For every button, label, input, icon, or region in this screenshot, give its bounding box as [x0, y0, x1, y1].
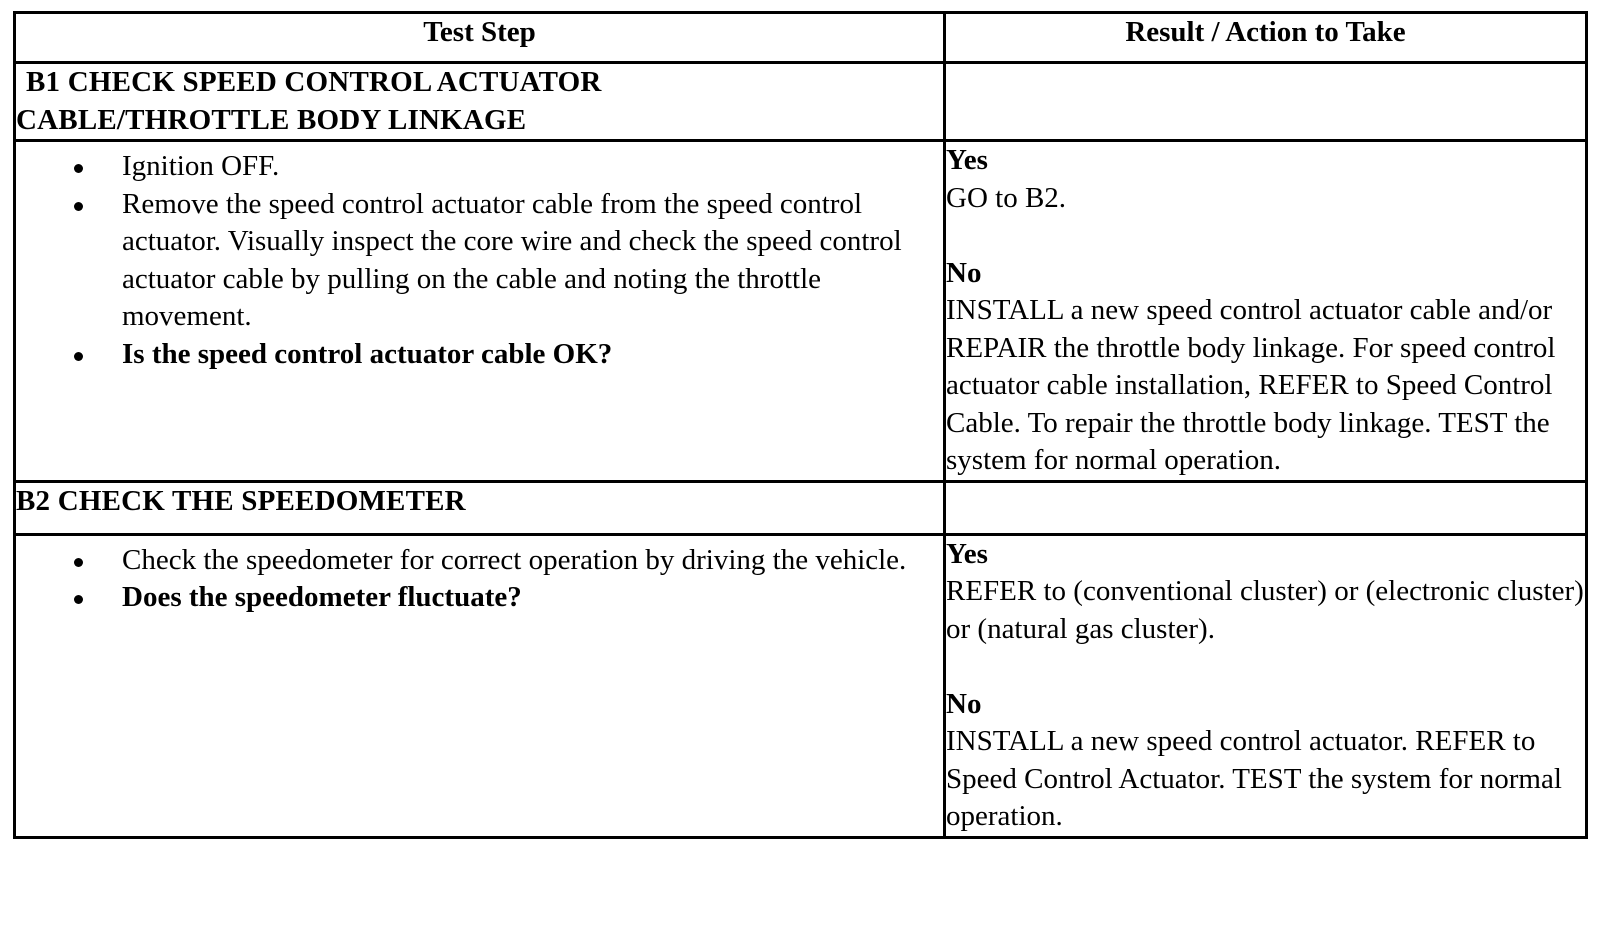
- bullet-text: Check the speedometer for correct operation by driving the vehicle.: [122, 543, 907, 576]
- bullet-list: [16, 536, 943, 623]
- yes-label: Yes: [946, 144, 988, 176]
- list-item: [16, 148, 935, 186]
- yes-label: Yes: [946, 537, 988, 570]
- list-item-question: [16, 579, 935, 617]
- no-action: INSTALL a new speed control actuator cable and/or REPAIR the throttle body linkage. For speed control actuator cable installation, REFER to Speed Control Cable. To repair the throttle body linkage. TEST the system for normal operation.: [946, 294, 1556, 476]
- bullet-icon: [74, 558, 83, 567]
- list-item: [16, 186, 935, 336]
- bullet-text: Ignition OFF.: [122, 150, 280, 182]
- step-title-b2: [15, 481, 945, 534]
- list-item: [16, 542, 935, 580]
- empty-result-cell: [945, 481, 1587, 534]
- header-result-action: Result / Action to Take: [945, 13, 1587, 63]
- bullet-icon: [74, 595, 83, 604]
- empty-result-cell: [945, 63, 1587, 141]
- yes-action: GO to B2.: [946, 181, 1067, 214]
- bullet-icon: [74, 164, 83, 173]
- no-label: No: [946, 687, 982, 720]
- list-item-question: [16, 336, 935, 374]
- step-instructions-b2: [15, 534, 945, 837]
- bullet-text: Remove the speed control actuator cable from the speed control actuator. Visually inspect the core wire and check the speed control actuator cable by pulling on the cable and noting the throttle movement.: [122, 187, 902, 332]
- step-title-row: [15, 63, 1587, 141]
- step-title-line2: CABLE/THROTTLE BODY LINKAGE: [16, 103, 527, 136]
- step-body-row: [15, 534, 1587, 837]
- step-title-line1: B1 CHECK SPEED CONTROL ACTUATOR: [26, 66, 602, 98]
- question-text: Does the speedometer fluctuate?: [122, 581, 522, 613]
- no-action: INSTALL a new speed control actuator. REFER to Speed Control Actuator. TEST the system for normal operation.: [946, 725, 1562, 832]
- step-title-b1: [15, 63, 945, 141]
- result-cell-b1: [945, 141, 1587, 482]
- step-title-row: [15, 481, 1587, 534]
- yes-action: REFER to (conventional cluster) or (electronic cluster) or (natural gas cluster).: [946, 575, 1584, 645]
- bullet-icon: [74, 202, 83, 211]
- bullet-icon: [74, 352, 83, 361]
- header-row: [15, 13, 1587, 63]
- diagnostic-table: [13, 11, 1588, 839]
- step-body-row: [15, 141, 1587, 482]
- header-test-step: Test Step: [15, 13, 945, 63]
- step-instructions-b1: [15, 141, 945, 482]
- question-text: Is the speed control actuator cable OK?: [122, 337, 613, 370]
- step-title-line1: B2 CHECK THE SPEEDOMETER: [16, 484, 466, 517]
- result-cell-b2: [945, 534, 1587, 837]
- bullet-list: [16, 142, 943, 379]
- no-label: No: [946, 256, 982, 289]
